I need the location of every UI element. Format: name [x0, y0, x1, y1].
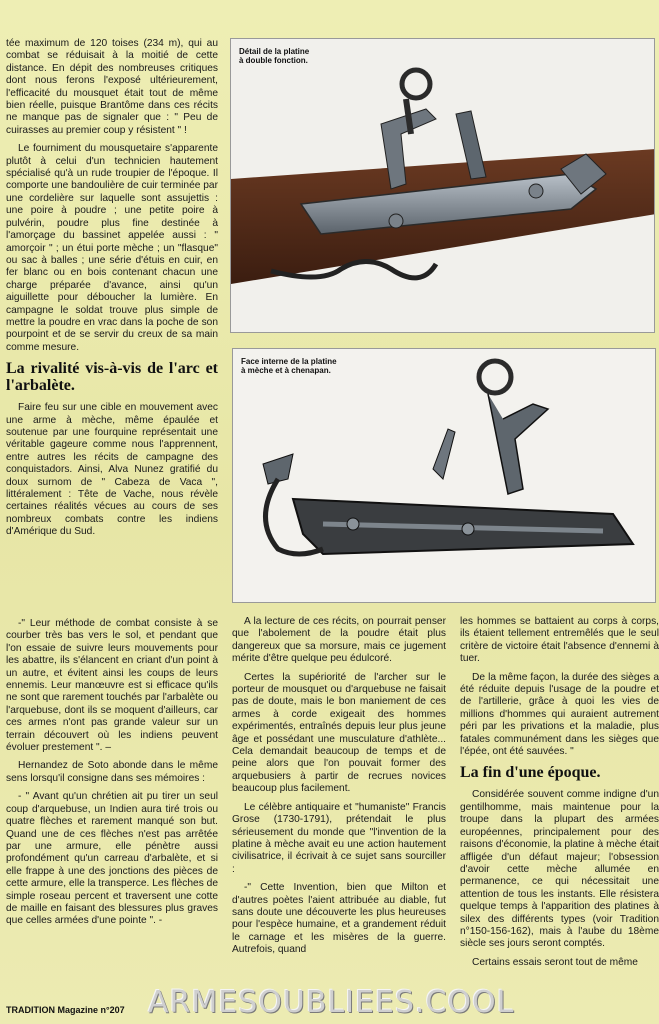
- photo-caption: Face interne de la platine à mèche et à chenapan.: [241, 357, 337, 375]
- paragraph: De la même façon, la durée des sièges a été réduite depuis l'usage de la poudre et de l'artillerie, grâce à quoi les vies de millions d'hommes qui auraient autrement péri par les privations et la maladie, plus fatales communément dans les sièges que l'épée, ont été sauvées. ": [460, 671, 659, 758]
- paragraph: Certes la supériorité de l'archer sur le porteur de mousquet ou d'arquebuse ne faisait pas de doute, mais le bon maniement de ces armes à corde exigeait des hommes expérimentés, entraînés depuis leur plus jeune âge et possédant une musculature d'athlète... Cela demandait beaucoup de temps et de peine alors que l'on pouvait former des arquebusiers à partir de recrues novices beaucoup plus facilement.: [232, 671, 446, 795]
- watermark: ARMESOUBLIEES.COOL: [148, 985, 515, 1020]
- section-heading: La fin d'une époque.: [460, 764, 601, 782]
- paragraph: Le fourniment du mousquetaire s'apparente plutôt à celui d'un technicien hautement spécialisé qu'à un rude troupier de l'époque. Il comporte une bandoulière de cuir terminée par une cordelière sur laquelle sont assujettis : une poire à poudre ; une petite poire à pulvérin, poudre plus fine destinée à l'amorçage du bassinet appelée aussi : " amorçoir " ; un étui porte mèche ; un "flasque" ou sac à balles ; une série d'étuis en cuir, en fer blanc ou en bois contenant chacun une charge préparée d'avance, ainsi qu'un aiguillette pour déboucher la lumière. En campagne le soldat trouve plus simple de mettre la poudre en vrac dans la poche de son pourpoint et de se servir du creux de sa main comme mesure.: [6, 143, 218, 353]
- paragraph: A la lecture de ces récits, on pourrait penser que l'abolement de la poudre était plus dangereux que sa morsure, mais ce jugement mérite d'être quelque peu édulcoré.: [232, 616, 446, 665]
- page-footer: TRADITION Magazine n°207: [6, 1005, 125, 1015]
- paragraph: les hommes se battaient au corps à corps, ils étaient tellement entremêlés que le seul critère de victoire était l'absence d'ennemi à tuer.: [460, 616, 659, 665]
- column-1-top: [6, 38, 218, 545]
- paragraph: Faire feu sur une cible en mouvement avec une arme à mèche, même épaulée et soutenue par une fourquine représentait une véritable gageure comme nous l'apprennent, entre autres les récits de campagne des conquistadors. Ainsi, Alva Nunez gratifié du doux surnom de " Cabeza de Vaca ", littéralement : Tête de Vache, nous révèle certaines réalités vécues au cours de ses nombreux combats contre les indiens d'Amérique du Sud.: [6, 402, 218, 538]
- lock-mechanism-illustration: [233, 349, 656, 603]
- photo-caption: Détail de la platine à double fonction.: [239, 47, 310, 65]
- paragraph: -" Cette Invention, bien que Milton et d'autres poètes l'aient attribuée au diable, fut sans doute une découverte les plus heureuses pour l'espèce humaine, et a grandement réduit le carnage et les misères de la guerre. Autrefois, quand: [232, 882, 446, 956]
- column-3: [460, 616, 659, 975]
- musket-lock-illustration: [231, 39, 655, 333]
- paragraph: - " Avant qu'un chrétien ait pu tirer un seul coup d'arquebuse, un Indien aura tiré trois ou quatre flèches et rarement manqué son but. Quand une de ces flèches n'est pas arrêtée par une armure, elle pénètre aussi profondément qu'un carreau d'arbalète, et si elle frappe à une des jonctions des pièces de cette armure, elle la transperce. Les flèches de simple roseau percent et traversent une cotte de maille en faisant des blessures plus graves que celles armées d'une pointe ". -: [6, 791, 218, 927]
- paragraph: tée maximum de 120 toises (234 m), qui au combat se réduisait à la moitié de cette distance. En dépit des nombreuses critiques dont nous ferons l'exposé ultérieurement, l'efficacité du mousquet était tout de même bien réelle, puisque Brantôme dans ces récits ne manque pas de signaler que : " Peu de cuirasses au premier coup y résistent " !: [6, 38, 218, 136]
- column-2: [232, 616, 446, 963]
- paragraph: Hernandez de Soto abonde dans le même sens lorsqu'il consigne dans ses mémoires :: [6, 760, 218, 784]
- paragraph: Le célèbre antiquaire et "humaniste" Francis Grose (1730-1791), prétendait le plus sérieusement du monde que "l'invention de la platine à mèche avait eu une action hautement civilisatrice, il écrivait à ce sujet sans sourciller :: [232, 801, 446, 875]
- paragraph: Certains essais seront tout de même: [472, 956, 638, 968]
- paragraph: Considérée souvent comme indigne d'un gentilhomme, mais maintenue pour la troupe dans la plupart des armées européennes, principalement pour des raisons d'économie, la platine à mèche était affligée d'un défaut majeur; l'obsession d'avoir cette mèche allumée en permanence, ce qui nécessitait une attention de tous les instants. Elle résistera quelque temps à l'apparition des platines à silex des différents types (voir Tradition n°150-156-162), mais à l'aube du 18ème siècle ses jours seront comptés.: [460, 789, 659, 950]
- paragraph: -" Leur méthode de combat consiste à se courber très bas vers le sol, et pendant que l'on essaie de suivre leurs mouvements pour les abattre, ils s'élancent en criant d'un point à un autre, et évitent ainsi les coups de leurs ennemis. Leur manœuvre est si efficace qu'ils ne sont que rarement touchés par l'arbalète ou l'arquebuse, dont ils se moquent d'ailleurs, car ces armes n'ont pas grande valeur sur un terrain découvert où les indiens peuvent évoluer prestement ". –: [6, 618, 218, 754]
- photo-inner-lock: [232, 348, 656, 603]
- photo-double-lock: [230, 38, 655, 333]
- column-1-bottom: [6, 618, 218, 934]
- section-heading: La rivalité vis-à-vis de l'arc et l'arbalète.: [6, 360, 218, 395]
